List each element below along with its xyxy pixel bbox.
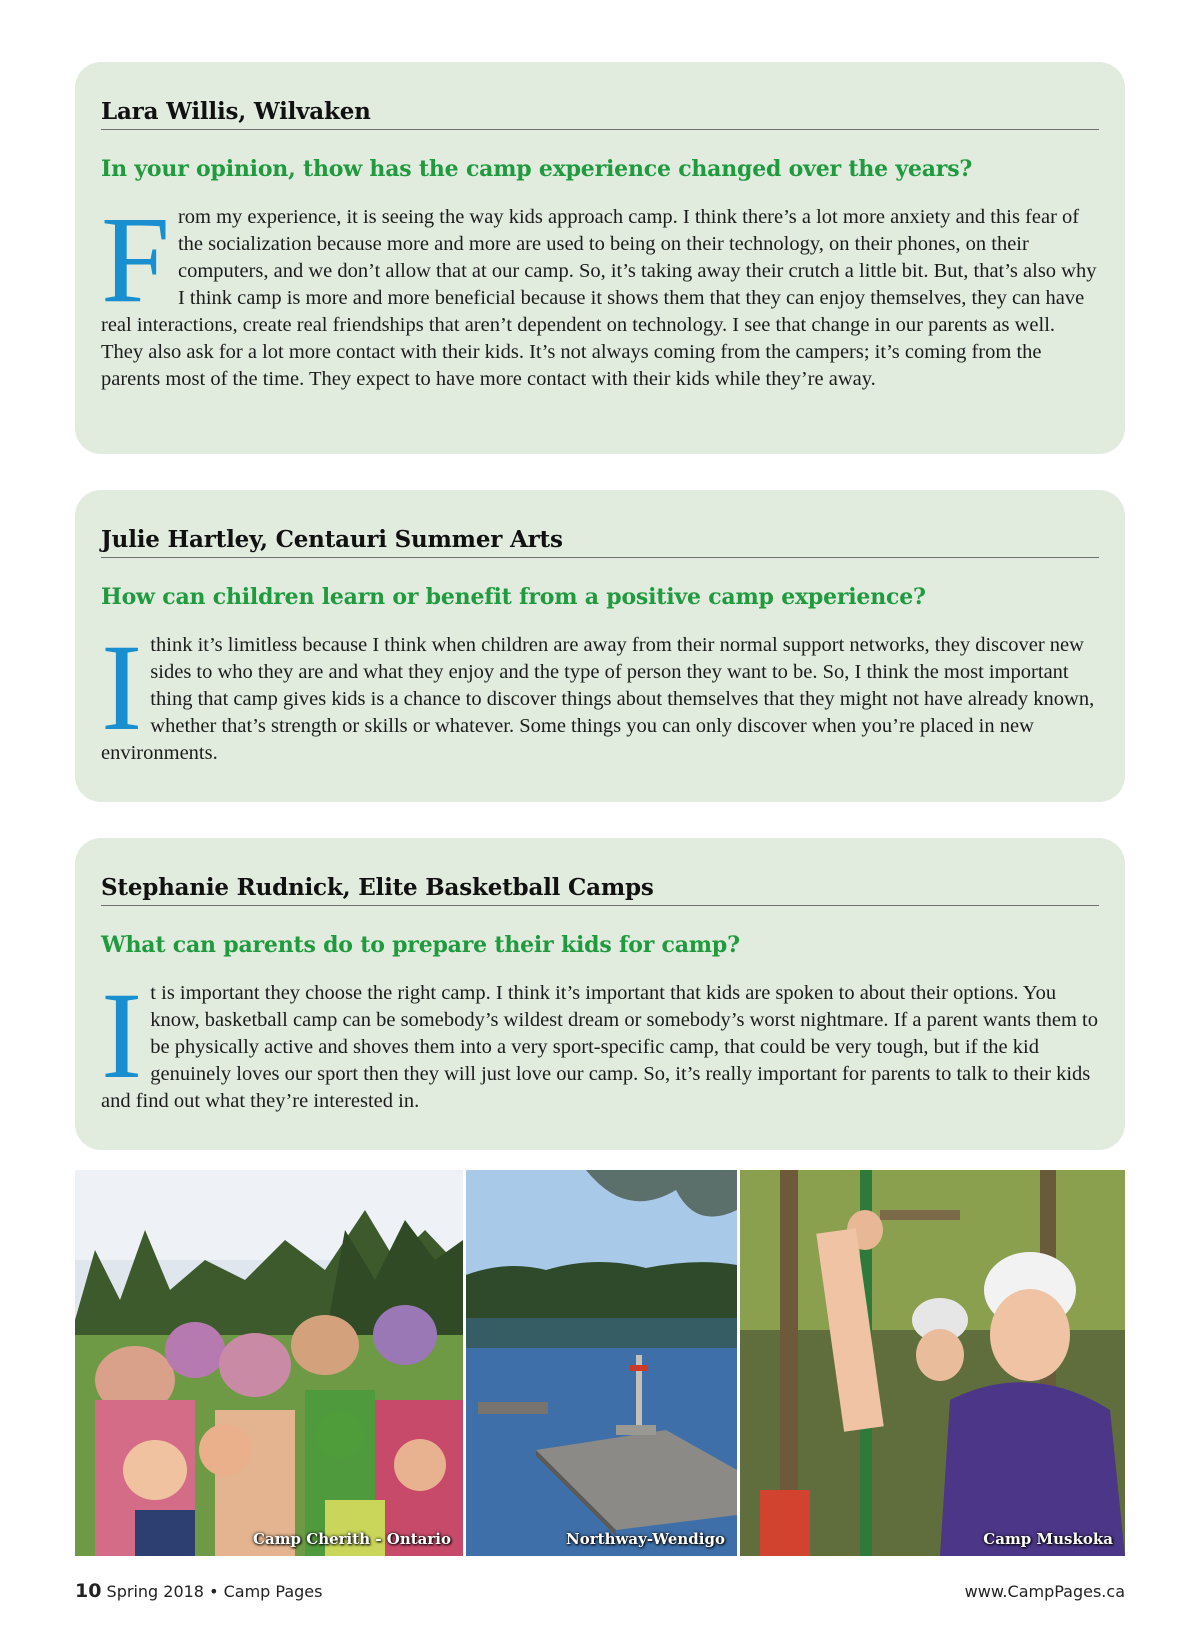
interviewee-name: Julie Hartley, Centauri Summer Arts xyxy=(101,526,1099,558)
interview-question: How can children learn or benefit from a positive camp experience? xyxy=(101,584,926,610)
page-footer xyxy=(75,1580,1125,1604)
drop-cap: I xyxy=(101,619,143,756)
interviewee-name: Lara Willis, Wilvaken xyxy=(101,98,1099,130)
photo-caption: Camp Muskoka xyxy=(983,1530,1113,1548)
photo-strip xyxy=(75,1170,1125,1556)
answer-text: think it’s limitless because I think when children are away from their normal support networks, they discover new sides to who they are and what they enjoy and the type of person they want to be. So, I think the most important thing that camp gives kids is a chance to discover things about themselves that they might not have already known, whether that’s strength or skills or whatever. Some things you can only discover when you’re placed in new environments. xyxy=(101,634,1095,764)
drop-cap: I xyxy=(101,967,143,1104)
interview-answer xyxy=(101,619,1099,767)
interviewee-name: Stephanie Rudnick, Elite Basketball Camps xyxy=(101,874,1099,906)
issue-label: Spring 2018 • Camp Pages xyxy=(106,1582,323,1601)
kids-painted-photo xyxy=(75,1170,463,1556)
drop-cap: F xyxy=(101,191,170,328)
interview-box-3 xyxy=(75,838,1125,1150)
ropes-course-photo xyxy=(740,1170,1125,1556)
interview-answer xyxy=(101,191,1099,393)
interview-box-2 xyxy=(75,490,1125,802)
photo-caption: Northway-Wendigo xyxy=(566,1530,725,1548)
photo-camp-cherith xyxy=(75,1170,463,1556)
lake-dock-photo xyxy=(466,1170,737,1556)
answer-text: t is important they choose the right camp. I think it’s important that kids are spoken to about their options. You know, basketball camp can be somebody’s wildest dream or somebody’s worst nightmare. If a parent wants them to be physically active and shoves them into a very sport-specific camp, that could be very tough, but if the kid genuinely loves our sport then they will just love our camp. So, it’s really important for parents to talk to their kids and find out what they’re interested in. xyxy=(101,982,1099,1112)
answer-text: rom my experience, it is seeing the way kids approach camp. I think there’s a lot more anxiety and this fear of the socialization because more and more are used to being on their technology, on their phones, on their computers, and we don’t allow that at our camp. So, it’s taking away their crutch a little bit. But, that’s also why I think camp is more and more beneficial because it shows them that they can enjoy themselves, they can have real interactions, create real friendships that aren’t dependent on technology. I see that change in our parents as well. They also ask for a lot more contact with their kids. It’s not always coming from the campers; it’s coming from the parents most of the time. They expect to have more contact with their kids while they’re away. xyxy=(101,206,1097,390)
photo-camp-muskoka xyxy=(740,1170,1125,1556)
interview-answer xyxy=(101,967,1099,1115)
interview-box-1 xyxy=(75,62,1125,454)
interview-question: What can parents do to prepare their kids for camp? xyxy=(101,932,740,958)
photo-caption: Camp Cherith - Ontario xyxy=(253,1530,451,1548)
interview-question: In your opinion, thow has the camp experience changed over the years? xyxy=(101,156,973,182)
footer-issue xyxy=(75,1580,322,1602)
page-number: 10 xyxy=(75,1580,102,1602)
footer-website[interactable]: www.CampPages.ca xyxy=(964,1582,1125,1601)
photo-northway-wendigo xyxy=(466,1170,737,1556)
